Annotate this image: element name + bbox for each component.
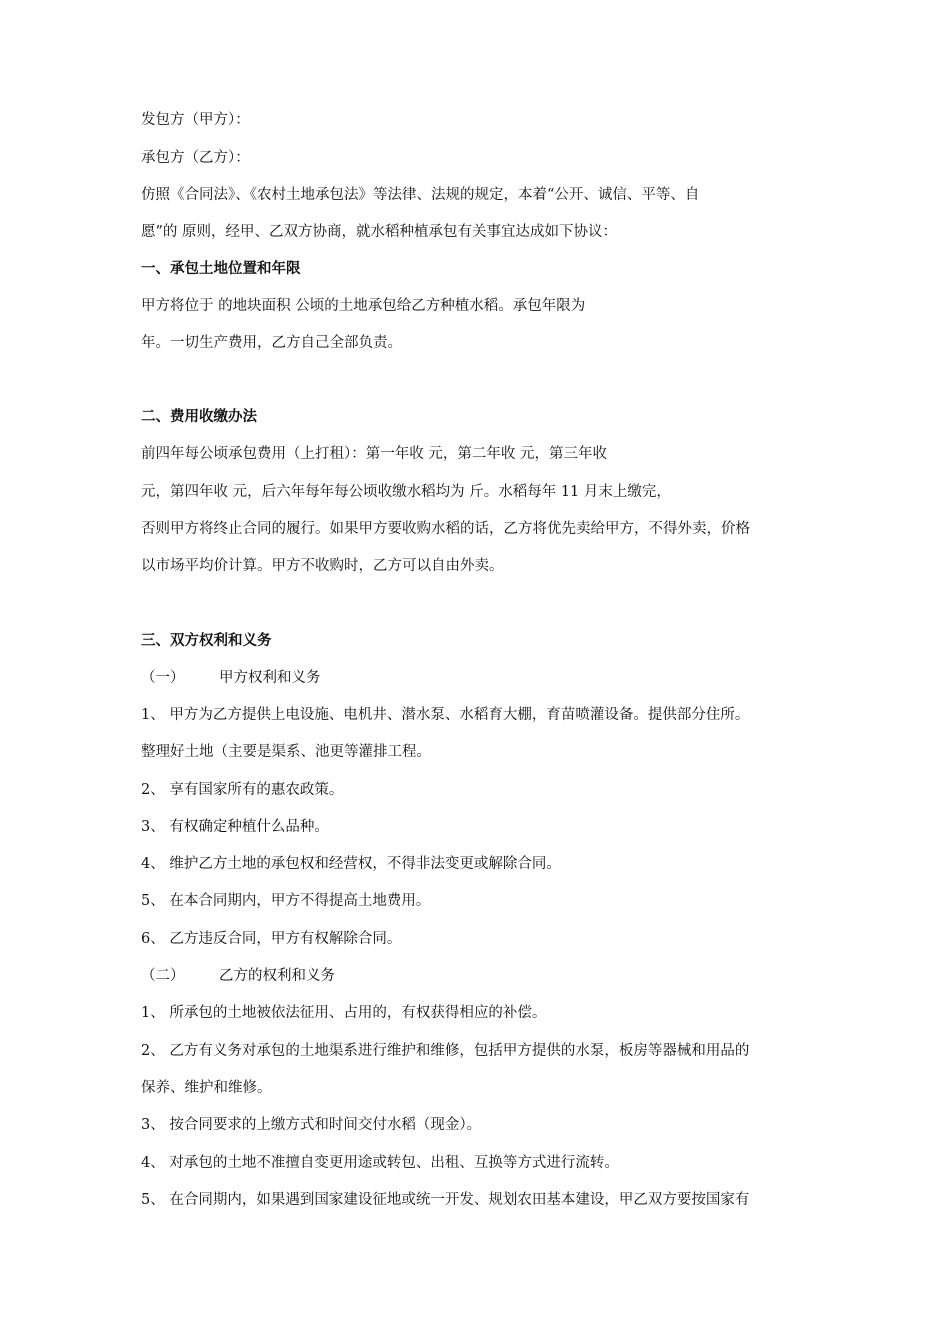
subsection-2-title: 乙方的权利和义务 bbox=[219, 968, 335, 984]
preamble-line-1: 仿照《合同法》、《农村土地承包法》等法律、法规的规定，本着“公开、诚信、平等、自 bbox=[141, 187, 700, 203]
section-1-heading: 一、承包土地位置和年限 bbox=[141, 261, 301, 277]
party-b-item-4: 4、 对承包的土地不准擅自变更用途或转包、出租、互换等方式进行流转。 bbox=[141, 1155, 619, 1171]
section-1-paragraph-2: 年。一切生产费用，乙方自己全部负责。 bbox=[141, 335, 402, 351]
section-2-line-4: 以市场平均价计算。甲方不收购时，乙方可以自由外卖。 bbox=[141, 558, 504, 574]
subsection-1-title: 甲方权利和义务 bbox=[219, 670, 321, 686]
party-b-item-1: 1、 所承包的土地被依法征用、占用的，有权获得相应的补偿。 bbox=[141, 1005, 547, 1021]
section-2-heading: 二、费用收缴办法 bbox=[141, 409, 257, 425]
section-2-line-2: 元，第四年收 元，后六年每年每公顷收缴水稻均为 斤。水稻每年 11 月末上缴完， bbox=[141, 484, 671, 500]
party-b-item-3: 3、 按合同要求的上缴方式和时间交付水稻（现金）。 bbox=[141, 1117, 482, 1133]
party-a-item-1-continued: 整理好土地（主要是渠系、池更等灌排工程。 bbox=[141, 744, 431, 760]
subsection-2-number: （二） bbox=[141, 968, 185, 984]
preamble-line-2: 愿”的 原则，经甲、乙双方协商，就水稻种植承包有关事宜达成如下协议： bbox=[141, 224, 618, 240]
subsection-1-number: （一） bbox=[141, 670, 185, 686]
subsection-2-heading bbox=[141, 966, 335, 986]
party-a-item-2: 2、 享有国家所有的惠农政策。 bbox=[141, 782, 344, 798]
party-a-item-3: 3、 有权确定种植什么品种。 bbox=[141, 819, 329, 835]
party-a-item-4: 4、 维护乙方土地的承包权和经营权，不得非法变更或解除合同。 bbox=[141, 856, 561, 872]
party-b-item-5: 5、 在合同期内，如果遇到国家建设征地或统一开发、规划农田基本建设，甲乙双方要按国家有 bbox=[141, 1192, 750, 1208]
party-a-line: 发包方（甲方）： bbox=[141, 112, 250, 128]
party-b-line: 承包方（乙方）： bbox=[141, 150, 250, 166]
section-1-paragraph-1: 甲方将位于 的地块面积 公顷的土地承包给乙方种植水稻。承包年限为 bbox=[141, 298, 586, 314]
party-a-item-1: 1、 甲方为乙方提供上电设施、电机井、潜水泵、水稻育大棚，育苗喷灌设备。提供部分住所。 bbox=[141, 707, 750, 723]
party-b-item-2-continued: 保养、维护和维修。 bbox=[141, 1080, 272, 1096]
subsection-1-heading bbox=[141, 668, 321, 688]
section-2-line-1: 前四年每公顷承包费用（上打租）：第一年收 元，第二年收 元，第三年收 bbox=[141, 446, 607, 462]
section-2-line-3: 否则甲方将终止合同的履行。如果甲方要收购水稻的话，乙方将优先卖给甲方，不得外卖，价格 bbox=[141, 521, 750, 537]
party-b-item-2: 2、 乙方有义务对承包的土地渠系进行维护和维修，包括甲方提供的水泵，板房等器械和用品的 bbox=[141, 1043, 750, 1059]
party-a-item-5: 5、 在本合同期内，甲方不得提高土地费用。 bbox=[141, 893, 431, 909]
section-3-heading: 三、双方权利和义务 bbox=[141, 633, 272, 649]
party-a-item-6: 6、 乙方违反合同，甲方有权解除合同。 bbox=[141, 931, 402, 947]
